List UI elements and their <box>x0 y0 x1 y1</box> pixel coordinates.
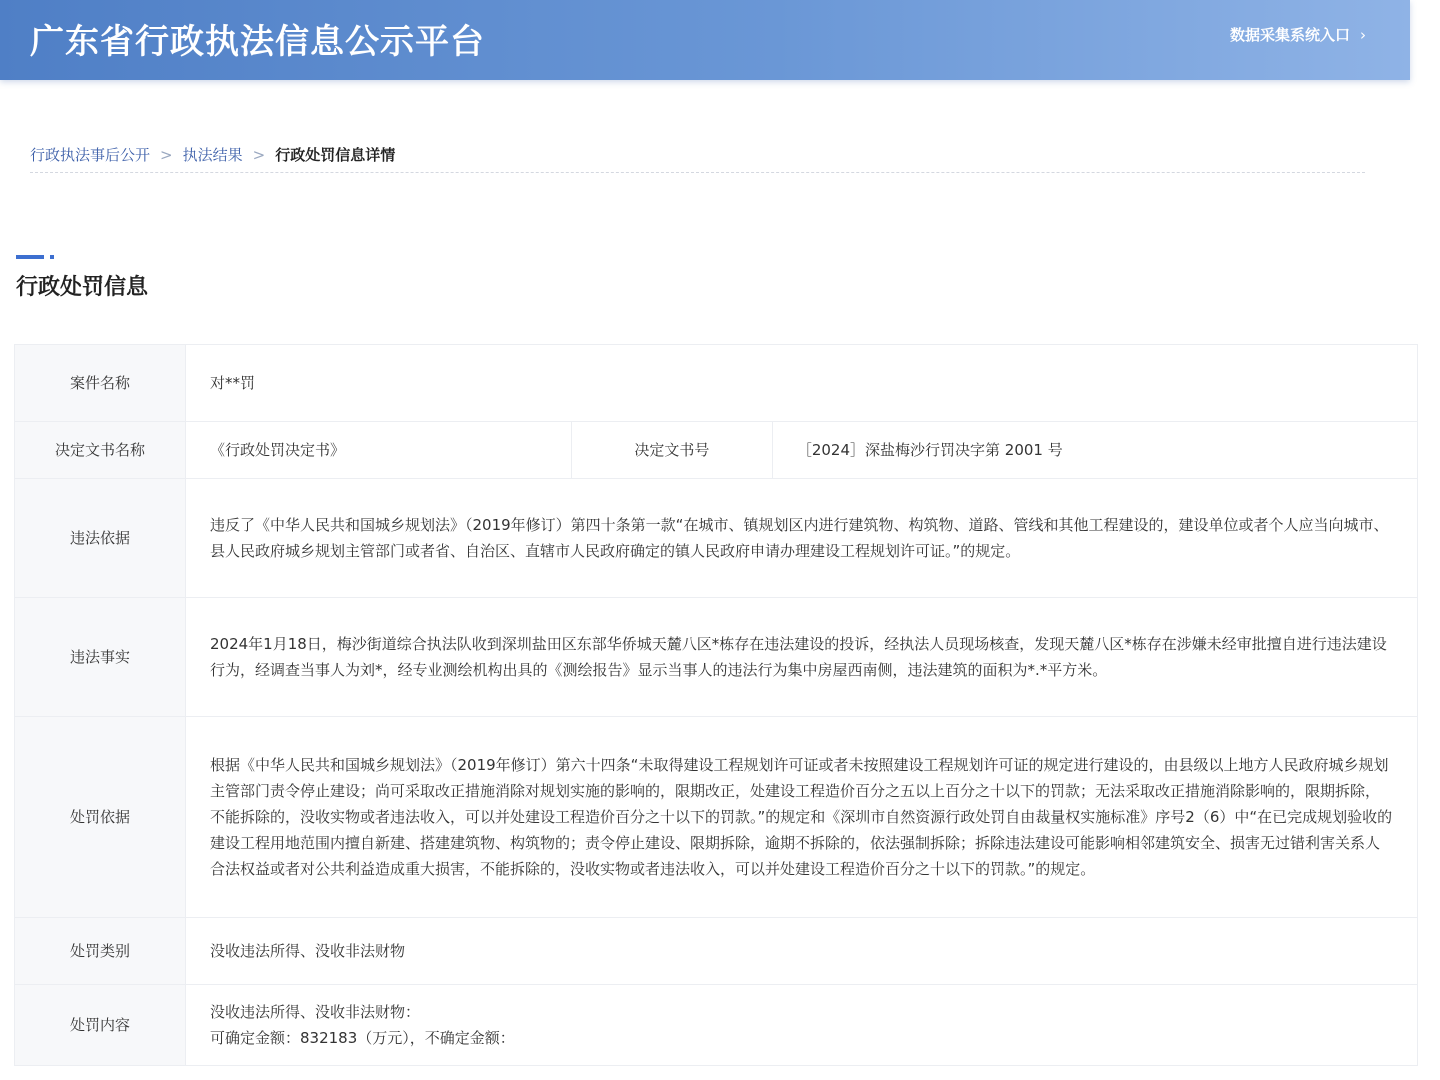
data-collection-entry-link[interactable] <box>1230 24 1366 45</box>
table-row-penalty-type <box>15 918 1418 985</box>
case-name-label: 案件名称 <box>15 345 186 422</box>
penalty-basis-label: 处罚依据 <box>15 717 186 918</box>
penalty-info-table <box>14 344 1418 1066</box>
site-title: 广东省行政执法信息公示平台 <box>30 22 485 62</box>
entry-link-label[interactable]: 数据采集系统入口 <box>1229 26 1350 44</box>
table-row-document <box>15 422 1418 479</box>
violation-facts-value: 2024年1月18日，梅沙街道综合执法队收到深圳盐田区东部华侨城天麓八区*栋存在违法建设的投诉，经执法人员现场核查，发现天麓八区*栋存在涉嫌未经审批擅自进行违法建设行为，经调查当事人为刘*，经专业测绘机构出具的《测绘报告》显示当事人的违法行为集中房屋西南侧，违法建筑的面积为*.*平方米。 <box>186 598 1418 717</box>
penalty-type-value: 没收违法所得、没收非法财物 <box>186 918 1418 985</box>
doc-number-value: ［2024］深盐梅沙行罚决字第 2001 号 <box>772 422 1417 479</box>
doc-name-value: 《行政处罚决定书》 <box>186 422 572 479</box>
case-name-value: 对**罚 <box>186 345 1418 422</box>
breadcrumb-separator-icon: > <box>252 146 266 164</box>
penalty-content-line-2: 可确定金额：832183（万元），不确定金额： <box>210 1029 515 1047</box>
penalty-content-value <box>186 985 1418 1066</box>
breadcrumb <box>30 144 395 165</box>
doc-number-label: 决定文书号 <box>571 422 772 479</box>
site-header <box>0 0 1410 80</box>
penalty-basis-value: 根据《中华人民共和国城乡规划法》（2019年修订）第六十四条“未取得建设工程规划许可证或者未按照建设工程规划许可证的规定进行建设的，由县级以上地方人民政府城乡规划主管部门责令停止建设；尚可采取改正措施消除对规划实施的影响的，限期改正，处建设工程造价百分之五以上百分之十以下的罚款；无法采取改正措施消除影响的，限期拆除，不能拆除的，没收实物或者违法收入，可以并处建设工程造价百分之十以下的罚款。”的规定和《深圳市自然资源行政处罚自由裁量权实施标准》序号2（6）中“在已完成规划验收的建设工程用地范围内擅自新建、搭建建筑物、构筑物的；责令停止建设、限期拆除，逾期不拆除的，依法强制拆除；拆除违法建设可能影响相邻建筑安全、损害无过错利害关系人合法权益或者对公共利益造成重大损害，不能拆除的，没收实物或者违法收入，可以并处建设工程造价百分之十以下的罚款。”的规定。 <box>186 717 1418 918</box>
table-row-case-name <box>15 345 1418 422</box>
penalty-content-label: 处罚内容 <box>15 985 186 1066</box>
breadcrumb-item-current: 行政处罚信息详情 <box>275 146 396 164</box>
breadcrumb-separator-icon: > <box>160 146 173 164</box>
violation-facts-label: 违法事实 <box>15 598 186 717</box>
violation-basis-value: 违反了《中华人民共和国城乡规划法》（2019年修订）第四十条第一款“在城市、镇规划区内进行建筑物、构筑物、道路、管线和其他工程建设的，建设单位或者个人应当向城市、县人民政府城乡规划主管部门或者省、自治区、直辖市人民政府确定的镇人民政府申请办理建设工程规划许可证。”的规定。 <box>186 479 1418 598</box>
violation-basis-label: 违法依据 <box>15 479 186 598</box>
chevron-right-icon: › <box>1360 26 1366 44</box>
breadcrumb-divider <box>30 172 1365 173</box>
penalty-type-label: 处罚类别 <box>15 918 186 985</box>
table-row-violation-basis <box>15 479 1418 598</box>
penalty-content-line-1: 没收违法所得、没收非法财物： <box>210 1003 421 1021</box>
table-row-penalty-content <box>15 985 1418 1066</box>
doc-name-label: 决定文书名称 <box>15 422 186 479</box>
breadcrumb-item-post-enforcement[interactable]: 行政执法事后公开 <box>30 146 151 164</box>
section-marker-icon <box>16 246 54 265</box>
table-row-penalty-basis <box>15 717 1418 918</box>
breadcrumb-item-enforcement-result[interactable]: 执法结果 <box>182 146 243 164</box>
section-title: 行政处罚信息 <box>16 275 149 300</box>
table-row-violation-facts <box>15 598 1418 717</box>
